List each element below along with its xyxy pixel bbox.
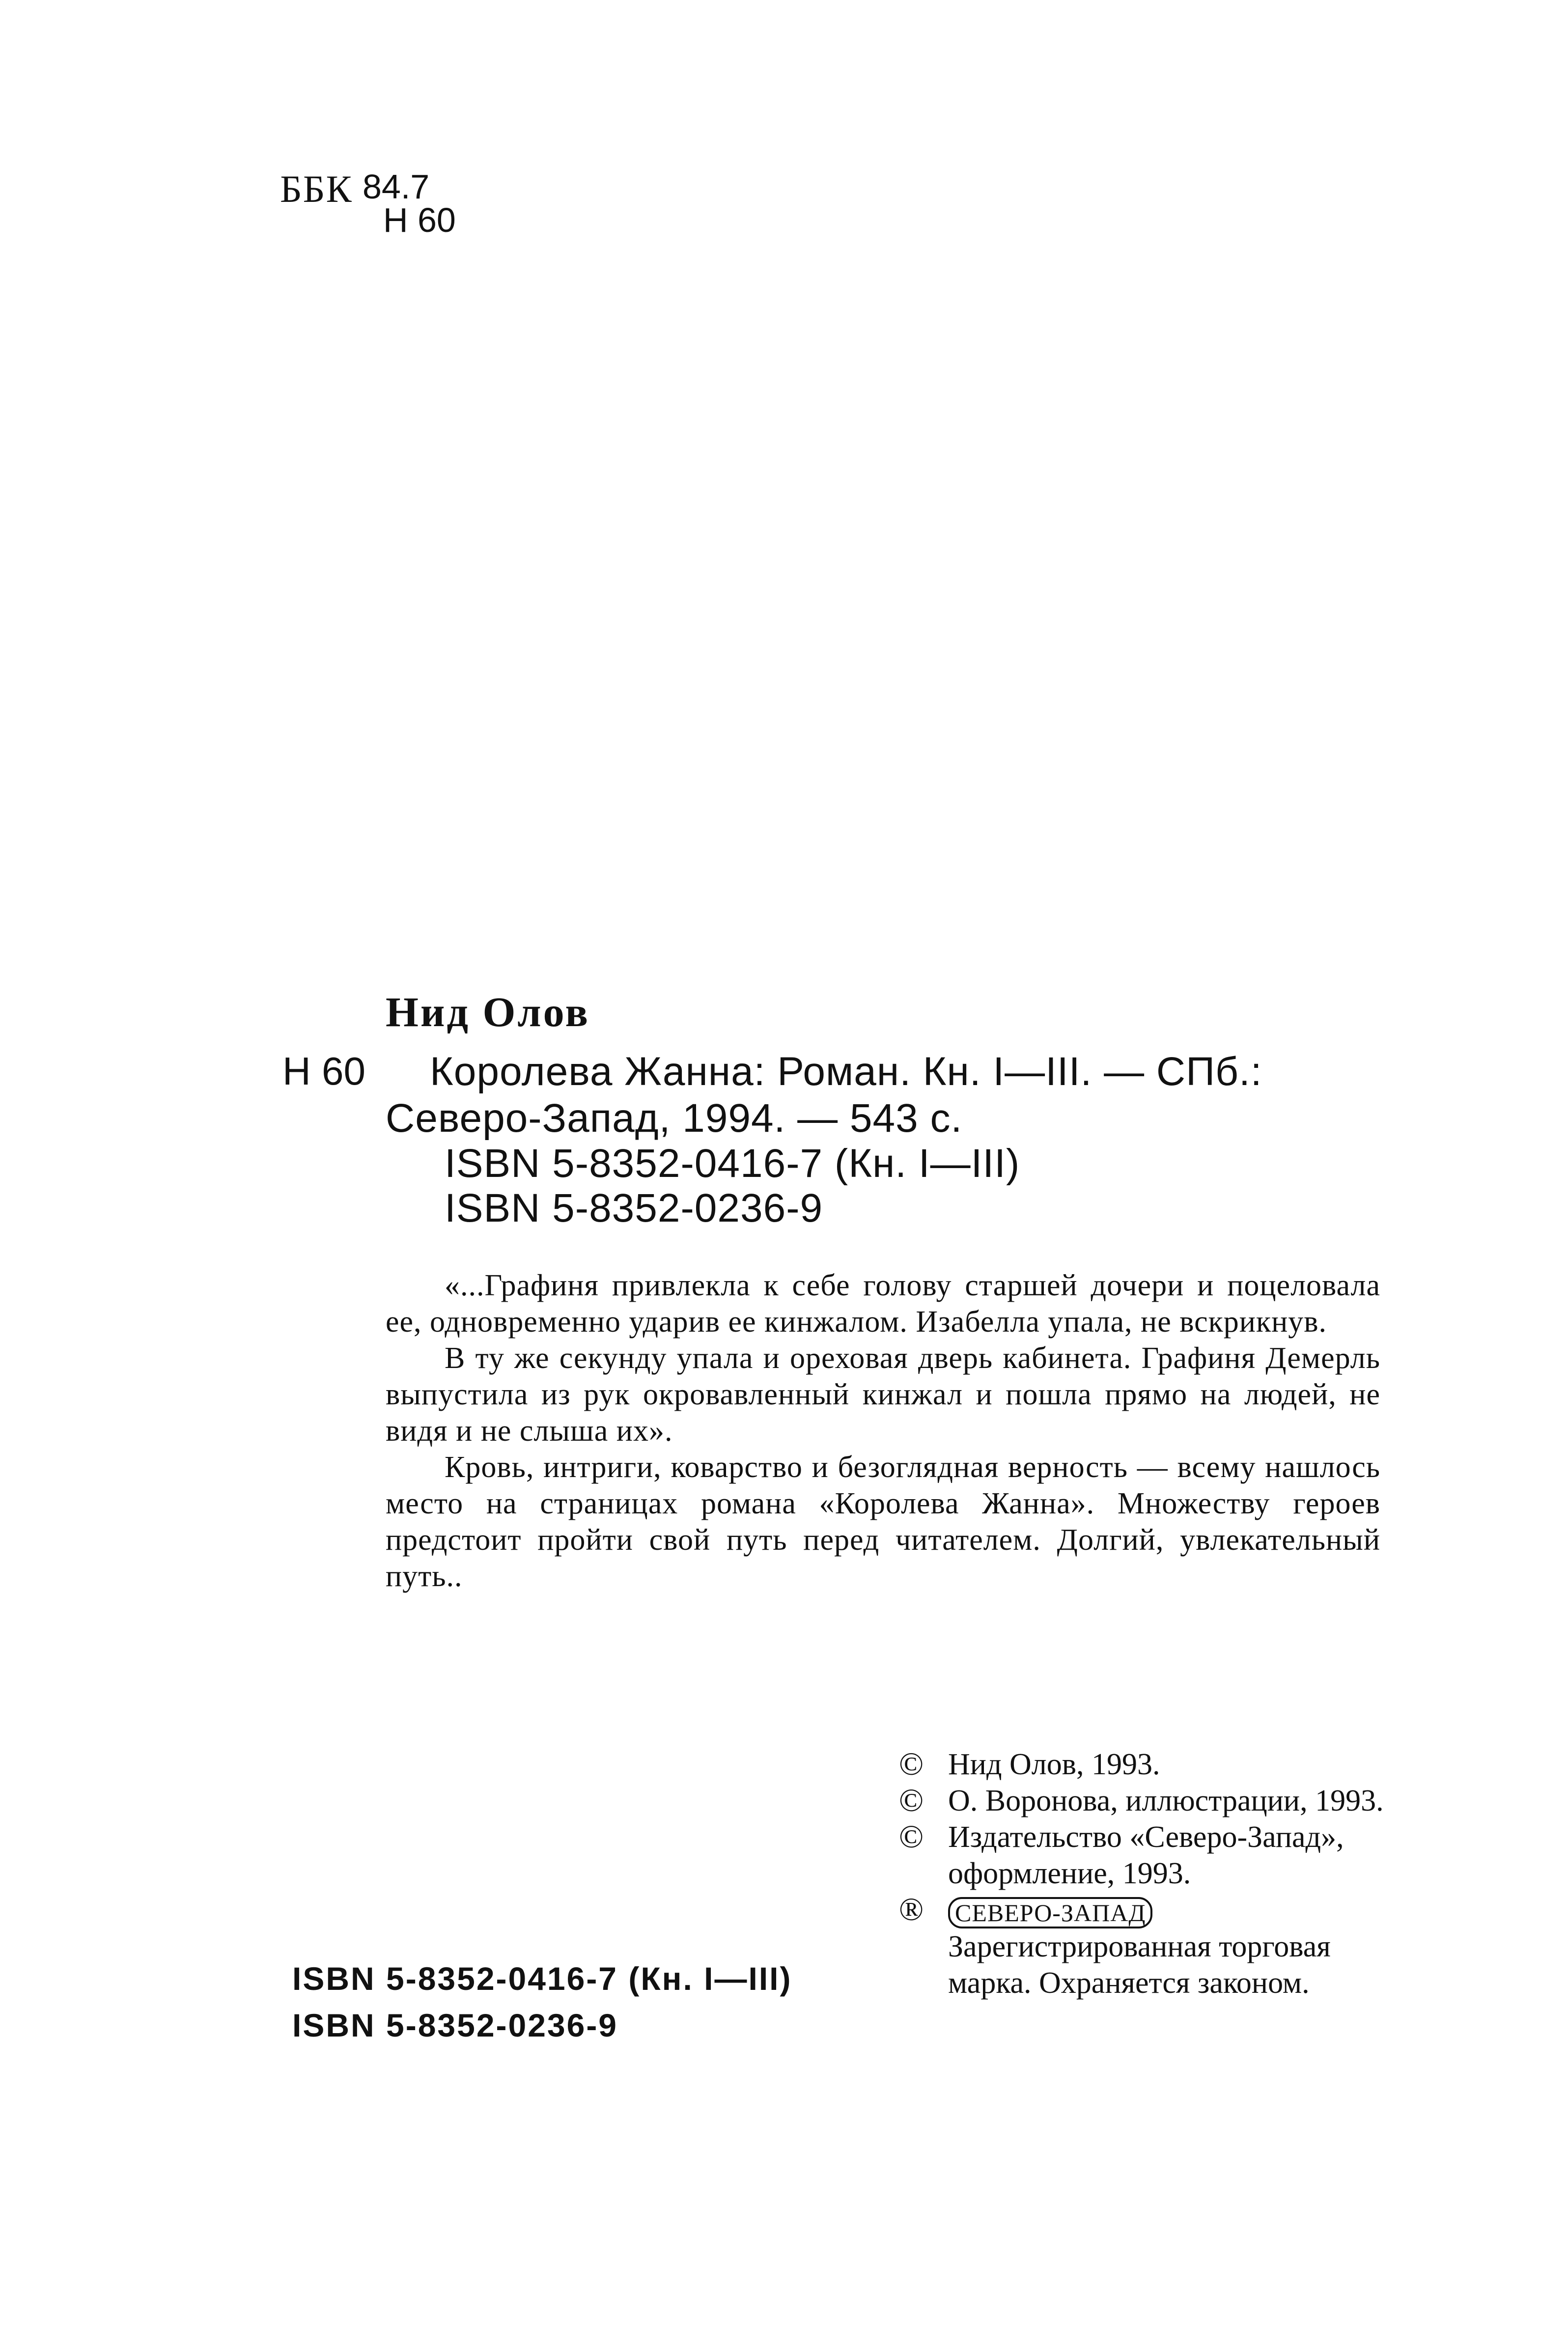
annotation <box>386 1267 1380 1594</box>
trademark-entry <box>899 1892 1390 2001</box>
copyright-icon: © <box>899 1783 924 1818</box>
annotation-paragraph: «...Графиня привлекла к себе голову старшей дочери и поцеловала ее, одновременно ударив ее кинжалом. Изабелла упала, не вскрикнув. <box>386 1269 1380 1339</box>
copyright-author: Нид Олов, 1993. <box>948 1748 1160 1781</box>
author-name: Нид Олов <box>386 988 590 1035</box>
isbn-bold-1: ISBN 5-8352-0416-7 (Кн. I—III) <box>292 1960 792 1997</box>
copyright-entry <box>899 1819 1390 1892</box>
annotation-paragraph: Кровь, интриги, коварство и безоглядная верность — всему нашлось место на страницах романа «Королева Жанна». Множеству героев предстоит пройти свой путь перед читателем. Долгий, увлекательный путь.. <box>386 1451 1380 1593</box>
bbk-code: 84.7 <box>363 168 430 206</box>
copyright-icon: © <box>899 1819 924 1855</box>
author-mark: Н 60 <box>282 1049 365 1093</box>
bib-isbn-line-1: ISBN 5-8352-0416-7 (Кн. I—III) <box>445 1141 1020 1186</box>
isbn-bold-2: ISBN 5-8352-0236-9 <box>292 2007 618 2043</box>
copyright-entry <box>899 1783 1390 1819</box>
author-mark-top: Н 60 <box>383 201 456 239</box>
publisher-logo: СЕВЕРО-ЗАПАД <box>948 1897 1152 1928</box>
copyright-entry <box>899 1746 1390 1783</box>
copyright-block <box>899 1746 1390 2001</box>
annotation-paragraph: В ту же секунду упала и ореховая дверь кабинета. Графиня Демерль выпустила из рук окровавленный кинжал и пошла прямо на людей, не видя и не слыша их». <box>386 1341 1380 1448</box>
bib-publisher-line: Северо-Запад, 1994. — 543 с. <box>386 1096 963 1141</box>
registered-icon: ® <box>899 1892 924 1927</box>
copyright-publisher: Издательство «Северо-Запад», оформление, 1993. <box>948 1820 1344 1890</box>
trademark-text: Зарегистрированная торговая марка. Охраняется законом. <box>948 1929 1331 2000</box>
bib-isbn-line-2: ISBN 5-8352-0236-9 <box>445 1186 823 1230</box>
bbk-label: ББК <box>280 168 353 210</box>
bib-title-line: Королева Жанна: Роман. Кн. I—III. — СПб.: <box>430 1049 1262 1094</box>
copyright-illustrations: О. Воронова, иллюстрации, 1993. <box>948 1784 1384 1817</box>
copyright-icon: © <box>899 1746 924 1782</box>
